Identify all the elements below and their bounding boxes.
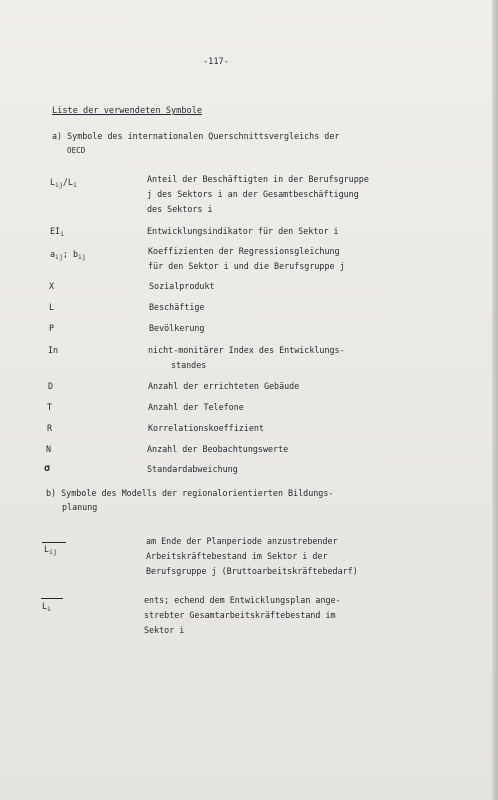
section-a-title: a) Symbole des internationalen Querschnittsvergleichs der bbox=[52, 131, 340, 141]
symbol-desc bbox=[146, 534, 358, 579]
desc-line: ents; echend dem Entwicklungsplan ange- bbox=[144, 595, 341, 605]
desc-line: Anteil der Beschäftigten in der Berufsgruppe bbox=[147, 174, 369, 184]
symbol-t: T bbox=[47, 402, 53, 412]
desc-line: Beschäftige bbox=[149, 302, 205, 312]
overline-bar bbox=[41, 598, 63, 599]
symbol-desc bbox=[149, 300, 204, 315]
symbol-desc bbox=[144, 593, 341, 638]
desc-line: am Ende der Planperiode anzustrebender bbox=[146, 536, 338, 546]
symbol-desc bbox=[149, 279, 215, 294]
symbol-desc bbox=[147, 224, 339, 239]
symbol-aij-bij: $a_{ij}$; $b_{ij}$ bbox=[50, 249, 86, 261]
section-b-title-cont: planung bbox=[62, 502, 98, 512]
desc-line: Berufsgruppe j (Bruttoarbeitskräftebedarf) bbox=[146, 566, 358, 576]
symbol-lij-bar: $L_{ij}$ bbox=[44, 544, 57, 556]
symbol-li-bar: $L_i$ bbox=[42, 601, 51, 613]
desc-line: des Sektors i bbox=[147, 204, 213, 214]
desc-line: Anzahl der errichteten Gebäude bbox=[148, 381, 300, 391]
desc-line: j des Sektors i an der Gesamtbeschäftigung bbox=[147, 189, 359, 199]
symbol-desc bbox=[148, 244, 345, 274]
section-a-title-cont: OECD bbox=[67, 146, 86, 155]
overline-bar bbox=[42, 542, 66, 543]
symbol-n: N bbox=[46, 444, 52, 454]
symbol-desc bbox=[148, 379, 299, 394]
symbol-r: R bbox=[47, 423, 53, 433]
symbol-in: In bbox=[48, 345, 59, 355]
symbol-p: P bbox=[49, 323, 55, 333]
desc-line: Entwicklungsindikator für den Sektor i bbox=[147, 226, 339, 236]
desc-line: Sektor i bbox=[144, 625, 185, 635]
symbol-desc bbox=[148, 400, 244, 415]
desc-line: Anzahl der Telefone bbox=[148, 402, 244, 412]
desc-line: strebter Gesamtarbeitskräftebestand im bbox=[144, 610, 336, 620]
symbol-sigma: σ bbox=[44, 463, 51, 474]
desc-line: Standardabweichung bbox=[147, 464, 238, 474]
symbol-desc bbox=[148, 421, 264, 436]
symbol-lij-li: $L_{ij}/L_i$ bbox=[50, 177, 77, 189]
desc-line: Anzahl der Beobachtungswerte bbox=[147, 444, 289, 454]
symbol-ei: $EI_i$ bbox=[50, 226, 65, 238]
symbol-desc bbox=[148, 343, 345, 373]
desc-line: Bevölkerung bbox=[149, 323, 205, 333]
desc-line: Sozialprodukt bbox=[149, 281, 215, 291]
symbol-desc bbox=[149, 321, 204, 336]
symbol-desc bbox=[147, 172, 369, 217]
symbol-d: D bbox=[48, 381, 54, 391]
list-heading: Liste der verwendeten Symbole bbox=[52, 106, 203, 116]
desc-line: Arbeitskräftebestand im Sektor i der bbox=[146, 551, 328, 561]
desc-line: Koeffizienten der Regressionsgleichung bbox=[148, 246, 340, 256]
symbol-desc bbox=[147, 442, 288, 457]
desc-line: Korrelationskoeffizient bbox=[148, 423, 264, 433]
section-b-title: b) Symbole des Modells der regionalorientierten Bildungs- bbox=[46, 488, 334, 498]
desc-line: für den Sektor i und die Berufsgruppe j bbox=[148, 261, 345, 271]
symbol-l: L bbox=[49, 302, 55, 312]
desc-line: nicht-monitärer Index des Entwicklungs- bbox=[148, 345, 345, 355]
symbol-x: X bbox=[49, 281, 55, 291]
desc-line: standes bbox=[171, 360, 207, 370]
page-number: -117- bbox=[203, 57, 229, 67]
page-edge bbox=[492, 0, 498, 800]
symbol-desc bbox=[147, 462, 238, 477]
